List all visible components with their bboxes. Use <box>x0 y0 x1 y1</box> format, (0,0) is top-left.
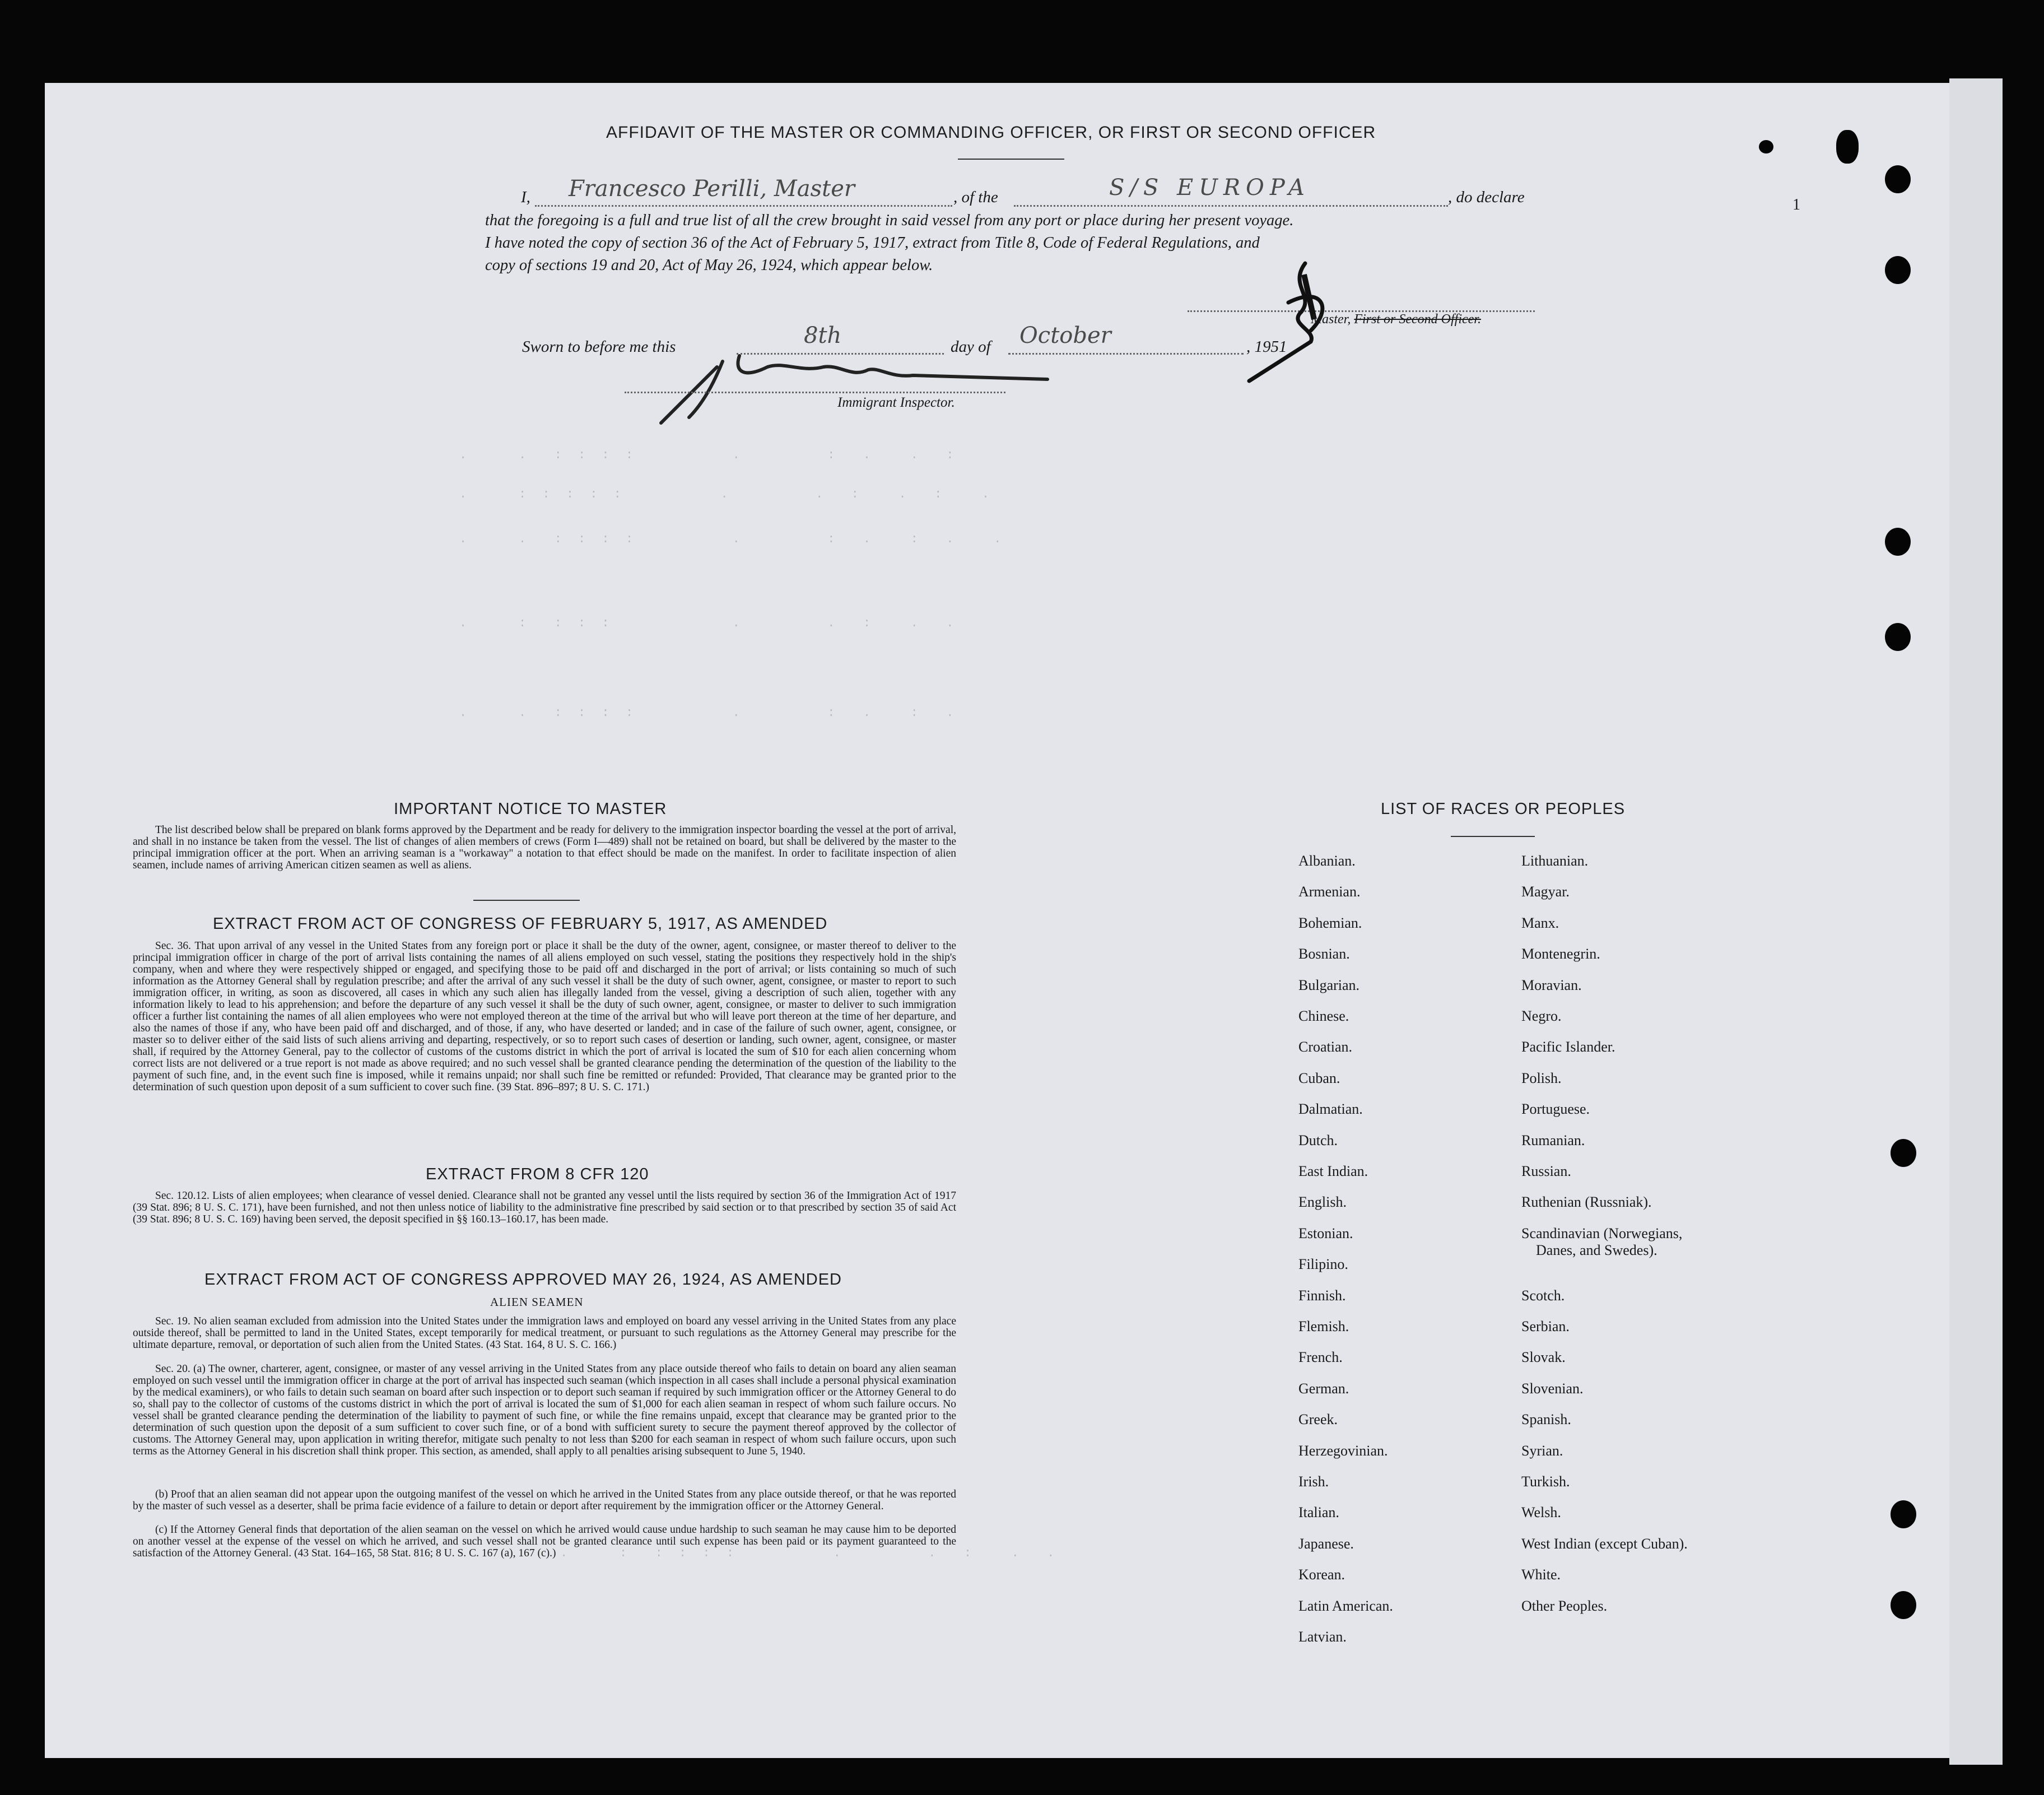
race-item: English. <box>1298 1194 1347 1211</box>
sec-19-body: Sec. 19. No alien seaman excluded from admission into the United States under the immigration laws and employed on board any vessel arriving in the United States from any place outside thereof, shall be permitted to land in the United States, except temporarily for medical treatment, or pursuant to such regulations as the Attorney General may prescribe for the ultimate departure, removal, or deportation of such alien from the United States. (43 Stat. 164, 8 U. S. C. 166.) <box>133 1315 956 1351</box>
alien-seamen-subtitle: ALIEN SEAMEN <box>490 1295 584 1309</box>
race-item: Syrian. <box>1521 1442 1563 1459</box>
inspector-label: Immigrant Inspector. <box>837 395 955 410</box>
race-item: Latin American. <box>1298 1597 1393 1614</box>
punch-hole <box>1885 623 1911 651</box>
race-item: East Indian. <box>1298 1163 1368 1179</box>
race-item: Korean. <box>1298 1566 1345 1583</box>
race-item: Japanese. <box>1298 1535 1354 1552</box>
race-item: Chinese. <box>1298 1008 1349 1024</box>
race-item: Moravian. <box>1521 976 1582 993</box>
race-item: Magyar. <box>1521 883 1570 900</box>
bleed-through: . : : : : : . . : . . <box>560 1546 1059 1560</box>
race-item: West Indian (except Cuban). <box>1521 1535 1688 1552</box>
affidavit-i: I, <box>521 188 530 206</box>
punch-hole <box>1891 1591 1916 1619</box>
sworn-day-handwritten: 8th <box>804 323 842 348</box>
race-item: Italian. <box>1298 1504 1339 1521</box>
race-item: Welsh. <box>1521 1504 1561 1521</box>
race-item: Flemish. <box>1298 1318 1349 1334</box>
bleed-through: . . : : : : . : . . : <box>459 448 958 462</box>
day-of-label: day of <box>951 338 991 356</box>
master-name-field <box>535 176 952 207</box>
punch-hole <box>1885 165 1911 193</box>
punch-hole <box>1891 1139 1916 1167</box>
sec-20b-body: (b) Proof that an alien seaman did not appear upon the outgoing manifest of the vessel on which he arrived in the United States from any place outside thereof, or that he was reported by the master of such vessel as a deserter, shall be prima facie evidence of a failure to detain or deport after requirement by the immigration officer or the Attorney General. <box>133 1489 956 1512</box>
sec-20c-body: (c) If the Attorney General finds that deportation of the alien seaman on the vessel on which he arrived would cause undue hardship to such seaman he may cause him to be deported on another vessel at the expense of the vessel on which he arrived, and such vessel shall not be granted clearance until such expense has been paid or its payment guaranteed to the satisfaction of the Attorney General. (43 Stat. 164–165, 58 Stat. 816; 8 U. S. C. 167 (a), 167 (c).) <box>133 1524 956 1559</box>
title-rule <box>958 159 1064 160</box>
affidavit-line-3: I have noted the copy of section 36 of the Act of February 5, 1917, extract from Title 8, Code of Federal Regulations, and <box>485 234 1260 252</box>
notice-rule <box>473 900 580 901</box>
punch-hole <box>1759 140 1773 154</box>
extract-1917-title: EXTRACT FROM ACT OF CONGRESS OF FEBRUARY 5, 1917, AS AMENDED <box>213 915 828 933</box>
race-item: Cuban. <box>1298 1069 1340 1086</box>
sworn-year: 51 <box>1270 338 1287 356</box>
extract-1924-title: EXTRACT FROM ACT OF CONGRESS APPROVED MAY 26, 1924, AS AMENDED <box>204 1271 842 1289</box>
race-item: Bulgarian. <box>1298 976 1360 993</box>
affidavit-title: AFFIDAVIT OF THE MASTER OR COMMANDING OFFICER, OR FIRST OR SECOND OFFICER <box>606 123 1376 142</box>
signature-role <box>1311 312 1481 327</box>
race-item: Bohemian. <box>1298 914 1362 931</box>
race-item: Pacific Islander. <box>1521 1039 1615 1055</box>
race-item: Scandinavian (Norwegians, Danes, and Swedes). <box>1521 1225 1683 1258</box>
role-struck-officer: First or Second Officer. <box>1354 312 1481 327</box>
page-edge-strip <box>1949 78 2003 1765</box>
punch-hole <box>1836 130 1859 164</box>
extract-cfr-body: Sec. 120.12. Lists of alien employees; when clearance of vessel denied. Clearance shall not be granted any vessel until the lists required by section 36 of the Immigration Act of 1917 (39 Stat. 896; 8 U. S. C. 171), have been furnished, and not then unless notice of liability to the administrative fine prescribed by said section or to that prescribed by section 35 of said Act (39 Stat. 896; 8 U. S. C. 169) having been served, the deposit specified in §§ 160.13–160.17, has been made. <box>133 1190 956 1225</box>
race-item: Irish. <box>1298 1473 1329 1490</box>
affidavit-line-4: copy of sections 19 and 20, Act of May 26, 1924, which appear below. <box>485 257 933 274</box>
race-item: Slovenian. <box>1521 1380 1584 1397</box>
sec-20a-body: Sec. 20. (a) The owner, charterer, agent, consignee, or master of any vessel arriving in the United States from any place outside thereof who fails to detain on board any alien seaman employed on such vessel until the immigration officer in charge at the port of arrival has inspected such seaman (which inspection in all cases shall include a personal physical examination by the medical examiners), or who fails to detain such seaman on board after such inspection or to deport such seaman if required by such immigration officer or the Attorney General to do so, shall pay to the collector of customs of the customs district in which the port of arrival is located the sum of $1,000 for each alien seaman in respect of whom such failure occurs. No vessel shall be granted clearance pending the determination of the liability to payment of such fine, or while the fine remains unpaid, except that clearance may be granted prior to the determination of such question upon the deposit of a sum sufficient to cover such fine, or of a bond with sufficient surety to secure the payment thereof approved by the collector of customs. The Attorney General may, upon application in writing therefor, mitigate such penalty to not less than $200 for each seaman in respect of whom such failure occurs, upon such terms as the Attorney General in his discretion shall think proper. This section, as amended, shall apply to all penalties arising subsequent to June 5, 1940. <box>133 1363 956 1457</box>
race-item: Latvian. <box>1298 1629 1347 1645</box>
race-item: Negro. <box>1521 1008 1562 1024</box>
race-item: Dutch. <box>1298 1132 1338 1148</box>
inspector-signature-line <box>625 384 1005 393</box>
margin-mark: 1 <box>1792 196 1800 213</box>
race-item: Manx. <box>1521 914 1559 931</box>
race-item: Albanian. <box>1298 853 1356 869</box>
race-item: Herzegovinian. <box>1298 1442 1388 1459</box>
punch-hole <box>1891 1500 1916 1528</box>
race-item: Polish. <box>1521 1069 1562 1086</box>
race-item: Montenegrin. <box>1521 946 1600 962</box>
bleed-through: . : : : : . . : . . <box>459 616 958 630</box>
affidavit-line-2: that the foregoing is a full and true list of all the crew brought in said vessel from any port or place during her present voyage. <box>485 212 1294 229</box>
year-prefix: , 19 <box>1246 338 1271 356</box>
race-item: Greek. <box>1298 1411 1338 1428</box>
race-item: Estonian. <box>1298 1225 1353 1241</box>
race-item: Dalmatian. <box>1298 1101 1363 1118</box>
race-item: Finnish. <box>1298 1287 1346 1304</box>
vessel-name-handwritten: S/S EUROPA <box>1109 175 1310 201</box>
race-item: Serbian. <box>1521 1318 1570 1334</box>
race-item: Other Peoples. <box>1521 1597 1608 1614</box>
race-item: Bosnian. <box>1298 946 1350 962</box>
race-item: Rumanian. <box>1521 1132 1585 1148</box>
punch-hole <box>1885 528 1911 556</box>
bleed-through: . : : : : : . . : . : . <box>459 487 994 501</box>
do-declare-label: , do declare <box>1448 188 1525 206</box>
races-title: LIST OF RACES OR PEOPLES <box>1381 800 1626 818</box>
race-item: Ruthenian (Russniak). <box>1521 1194 1652 1211</box>
punch-hole <box>1885 256 1911 284</box>
of-the-label: , of the <box>953 188 998 206</box>
race-item: Scotch. <box>1521 1287 1565 1304</box>
race-item: Spanish. <box>1521 1411 1571 1428</box>
vessel-name-field <box>1014 175 1448 207</box>
race-item: Russian. <box>1521 1163 1571 1179</box>
race-item: Lithuanian. <box>1521 853 1589 869</box>
extract-1917-body: Sec. 36. That upon arrival of any vessel in the United States from any foreign port or place it shall be the duty of the owner, agent, consignee, or master thereof to deliver to the principal immigration officer in charge of the port of arrival lists containing the names of all aliens employed on such vessel, stating the positions they respectively hold in the ship's company, when and where they were respectively shipped or engaged, and specifying those to be paid off and discharged in the port of arrival; or lists containing so much of such information as the Attorney General shall by regulation prescribe; and after the arrival of any such vessel it shall be the duty of such owner, agent, consignee, or master to report to such immigration officer, in writing, as soon as discovered, all cases in which any such alien has illegally landed from the vessel, giving a description of such alien, together with any information likely to lead to his apprehension; and before the departure of any such vessel it shall be the duty of such owner, agent, consignee, or master to deliver to such immigration officer a further list containing the names of all alien employees who were not employed thereon at the time of the arrival but who will leave port thereon at the time of her departure, and also the names of those if any, who have been paid off and discharged, and of those, if any, who have deserted or landed; and in case of the failure of such owner, agent, consignee, or master so to deliver either of the said lists of such aliens arriving and departing, respectively, or so to report such cases of desertion or landing, such owner, agent, consignee, or master shall, if required by the Attorney General, pay to the collector of customs of the customs district in which the port of arrival is located the sum of $10 for each alien concerning whom correct lists are not delivered or a true report is not made as above required; and no such vessel shall be granted clearance pending the determination of the question of the liability to the payment of such fine, and, in the event such fine is imposed, while it remains unpaid; nor shall such fine be remitted or refunded: Provided, That clearance may be granted prior to the determination of such question upon deposit of a sum sufficient to cover such fine. (39 Stat. 896–897; 8 U. S. C. 171.) <box>133 940 956 1093</box>
notice-body: The list described below shall be prepared on blank forms approved by the Department and be ready for delivery to the immigration inspector boarding the vessel at the port of arrival, and shall in no instance be taken from the vessel. The list of changes of alien members of crews (Form I—489) shall not be retained on board, but shall be delivered by the master to the principal immigration officer at the port. When an arriving seaman is a "workaway" a notation to that effect should be made on the manifest. In order to facilitate inspection of alien seamen, include names of arriving American citizen seamen as well as aliens. <box>133 824 956 871</box>
race-item: German. <box>1298 1380 1349 1397</box>
race-item: White. <box>1521 1566 1561 1583</box>
races-rule <box>1451 836 1535 837</box>
race-item: Turkish. <box>1521 1473 1570 1490</box>
race-item: Croatian. <box>1298 1039 1353 1055</box>
race-item: French. <box>1298 1349 1343 1366</box>
race-item: Filipino. <box>1298 1256 1348 1273</box>
race-item: Slovak. <box>1521 1349 1566 1366</box>
race-item: Armenian. <box>1298 883 1361 900</box>
sworn-month-handwritten: October <box>1019 323 1111 348</box>
bleed-through: . . : : : : . : . : . . <box>459 532 1006 546</box>
bleed-through: . . : : : : . : . : . <box>459 706 958 720</box>
race-item: Portuguese. <box>1521 1101 1590 1118</box>
year-label <box>1246 338 1287 356</box>
role-master: Master, <box>1311 312 1354 327</box>
master-name-handwritten: Francesco Perilli, Master <box>569 176 855 202</box>
sworn-label: Sworn to before me this <box>522 338 676 356</box>
extract-cfr-title: EXTRACT FROM 8 CFR 120 <box>426 1165 649 1183</box>
notice-title: IMPORTANT NOTICE TO MASTER <box>394 800 667 818</box>
